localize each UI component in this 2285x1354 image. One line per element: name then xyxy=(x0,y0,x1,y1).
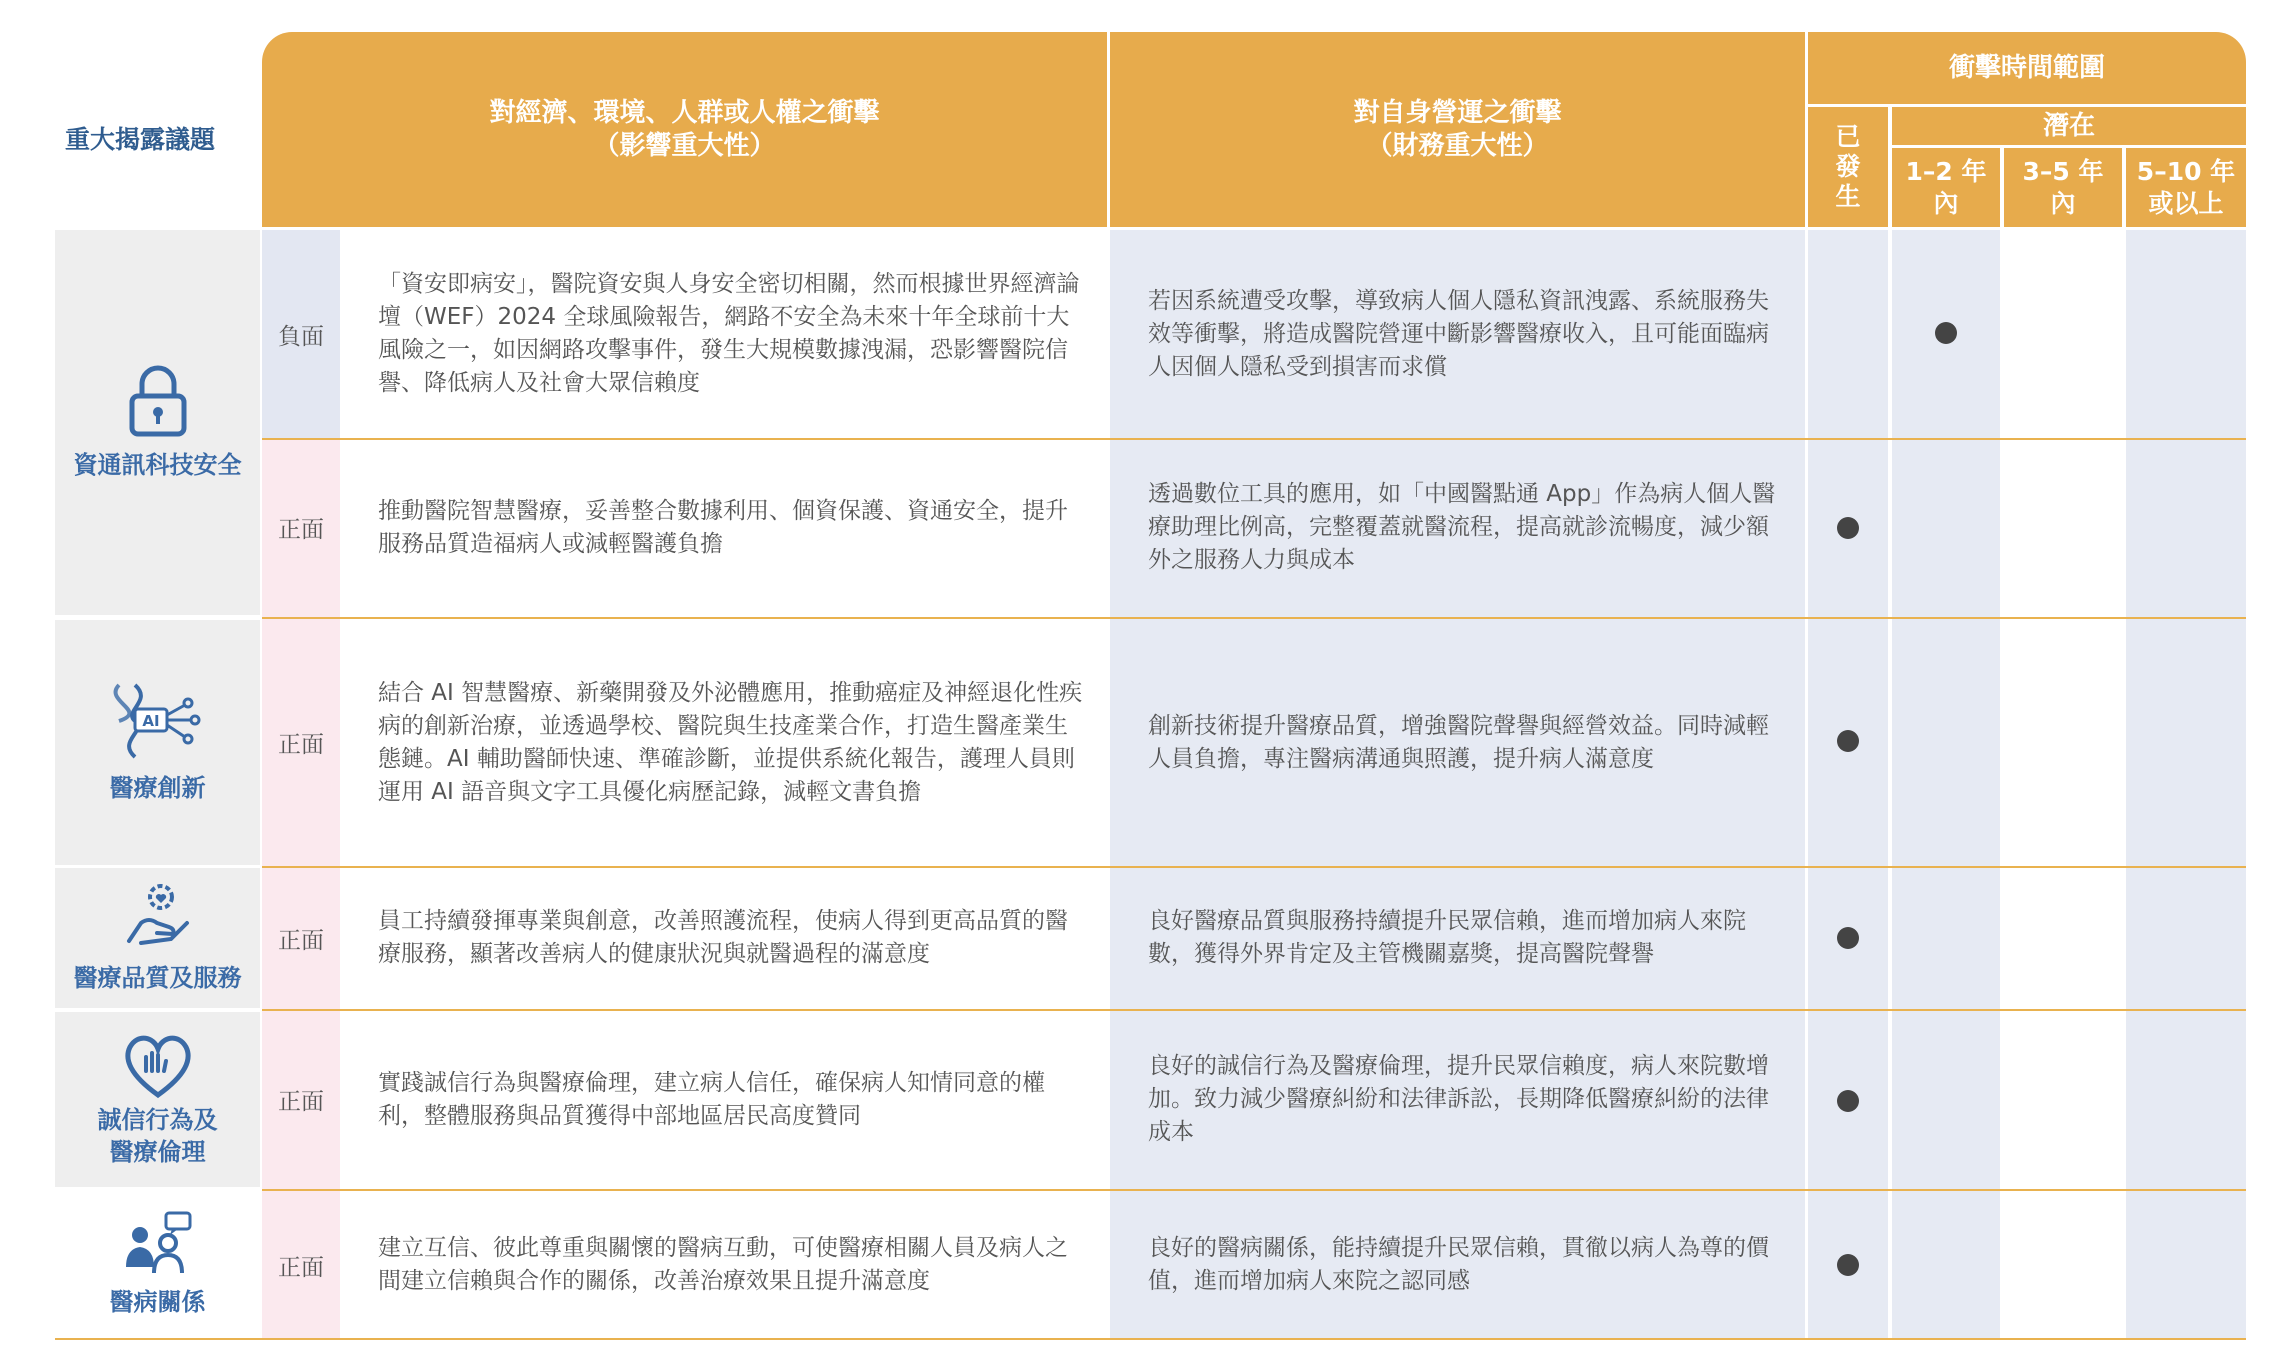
row-impact-text xyxy=(378,1192,1090,1338)
row-financial-content: 創新技術提升醫療品質，增強醫院聲譽與經營效益。同時減輕人員負擔，專注醫病溝通與照護，提升病人滿意度 xyxy=(1148,712,1769,772)
row-financial-content: 透過數位工具的應用，如「中國醫點通 App」作為病人個人醫療助理比例高，完整覆蓋就醫流程，提高就診流暢度，減少額外之服務人力與成本 xyxy=(1148,481,1776,573)
p12-header-line1: 1–2 年 xyxy=(1905,157,1987,187)
topic-label-integrity-line1: 誠信行為及 xyxy=(97,1106,218,1135)
financial-column-header xyxy=(1110,32,1805,227)
timeframe-header-label: 衝擊時間範圍 xyxy=(1948,52,2105,83)
topic-label-quality-service: 醫療品質及服務 xyxy=(73,964,242,993)
topic-label-doctor-patient: 醫病關係 xyxy=(109,1288,206,1317)
timeframe-marker-occurred xyxy=(1837,927,1859,949)
row-financial-text xyxy=(1112,230,1802,438)
topic-label-ict-security: 資通訊科技安全 xyxy=(73,450,242,479)
impact-header-line2: （影響重大性） xyxy=(593,130,776,161)
row-financial-content: 若因系統遭受攻擊，導致病人個人隱私資訊洩露、系統服務失效等衝擊，將造成醫院營運中斷影響醫療收入，且可能面臨病人因個人隱私受到損害而求償 xyxy=(1148,287,1769,380)
topic-label-medical-innovation: 醫療創新 xyxy=(109,773,206,802)
topic-medical-innovation xyxy=(55,620,260,865)
topic-integrity-ethics xyxy=(55,1012,260,1187)
row-impact-text xyxy=(378,440,1090,615)
p12-header-line2: 內 xyxy=(1933,188,1959,218)
row-polarity: 正面 xyxy=(278,927,324,954)
svg-text:AI: AI xyxy=(141,711,160,730)
row-impact-content: 建立互信、彼此尊重與關懷的醫病互動，可使醫療相關人員及病人之間建立信賴與合作的關係，改善治療效果且提升滿意度 xyxy=(378,1235,1068,1294)
row-impact-text xyxy=(378,1012,1090,1187)
row-impact-content: 「資安即病安」，醫院資安與人身安全密切相關，然而根據世界經濟論壇（WEF）2024 全球風險報告，網路不安全為未來十年全球前十大風險之一，如因網路攻擊事件，發生大規模數據洩漏，恐影響醫院信譽、降低病人及社會大眾信賴度 xyxy=(378,271,1080,396)
potential-header xyxy=(1892,107,2246,145)
ai-dna-icon xyxy=(113,681,203,761)
p510-header-line2: 或以上 xyxy=(2148,188,2224,218)
row-impact-text xyxy=(378,620,1090,865)
occurred-header-char3: 生 xyxy=(1835,182,1861,211)
row-divider xyxy=(262,1009,2246,1011)
p12-header xyxy=(1892,148,2000,227)
row-financial-text xyxy=(1112,1012,1802,1187)
row-impact-content: 結合 AI 智慧醫療、新藥開發及外泌體應用，推動癌症及神經退化性疾病的創新治療，並透過學校、醫院與生技產業合作，打造生醫產業生態鏈。AI 輔助醫師快速、準確診斷，並提供系統化報告，護理人員則運用 AI 語音與文字工具優化病歷記錄，減輕文書負擔 xyxy=(378,679,1083,805)
topic-label-integrity-line2: 醫療倫理 xyxy=(109,1137,206,1166)
row-financial-text xyxy=(1112,1192,1802,1338)
p35-column-bg xyxy=(2004,230,2122,1338)
financial-header-line1: 對自身營運之衝擊 xyxy=(1353,98,1562,128)
p12-column-bg xyxy=(1892,230,2000,1338)
row-polarity: 正面 xyxy=(278,1254,324,1281)
timeframe-marker-occurred xyxy=(1837,1090,1859,1112)
row-impact-content: 推動醫院智慧醫療，妥善整合數據利用、個資保護、資通安全，提升服務品質造福病人或減輕醫護負擔 xyxy=(378,497,1068,557)
row-financial-content: 良好的醫病關係，能持續提升民眾信賴，貫徹以病人為尊的價值，進而增加病人來院之認同感 xyxy=(1148,1235,1769,1294)
p510-header-line1: 5–10 年 xyxy=(2136,157,2236,187)
timeframe-marker-occurred xyxy=(1837,1254,1859,1276)
p35-header xyxy=(2004,148,2122,227)
row-polarity: 負面 xyxy=(278,323,324,350)
impact-column-header xyxy=(262,32,1107,227)
topic-doctor-patient xyxy=(55,1192,260,1338)
row-polarity: 正面 xyxy=(278,517,324,543)
lock-icon xyxy=(126,364,190,438)
row-financial-text xyxy=(1112,620,1802,865)
hand-heart-gear-icon xyxy=(123,881,193,951)
potential-header-label: 潛在 xyxy=(2042,110,2095,141)
doctor-patient-icon xyxy=(122,1211,194,1275)
occurred-header xyxy=(1808,107,1888,227)
row-financial-content: 良好的誠信行為及醫療倫理，提升民眾信賴度，病人來院數增加。致力減少醫療糾紛和法律訴訟，長期降低醫療糾紛的法律成本 xyxy=(1148,1053,1769,1145)
p35-header-line2: 內 xyxy=(2050,188,2076,218)
row-financial-text xyxy=(1112,868,1802,1008)
timeframe-marker-occurred xyxy=(1837,517,1859,539)
occurred-header-char1: 已 xyxy=(1835,122,1861,151)
row-impact-content: 實踐誠信行為與醫療倫理，建立病人信任，確保病人知情同意的權利，整體服務與品質獲得中部地區居民高度贊同 xyxy=(378,1069,1045,1129)
occurred-column-bg xyxy=(1808,230,1888,1338)
row-polarity: 正面 xyxy=(278,1089,324,1115)
topic-column-header: 重大揭露議題 xyxy=(64,125,215,154)
row-financial-content: 良好醫療品質與服務持續提升民眾信賴，進而增加病人來院數，獲得外界肯定及主管機關嘉獎，提高醫院聲譽 xyxy=(1148,908,1746,967)
row-divider xyxy=(55,1338,2246,1340)
topic-label-integrity-ethics xyxy=(98,1105,218,1167)
row-polarity: 正面 xyxy=(278,732,324,758)
p510-column-bg xyxy=(2126,230,2246,1338)
p510-header xyxy=(2126,148,2246,227)
occurred-header-char2: 發 xyxy=(1835,152,1861,181)
timeframe-marker-1-2-years xyxy=(1935,322,1957,344)
row-divider xyxy=(262,1189,2246,1191)
topic-ict-security xyxy=(55,230,260,615)
financial-header-line2: （財務重大性） xyxy=(1366,130,1549,161)
topic-quality-service xyxy=(55,868,260,1008)
row-financial-text xyxy=(1112,440,1802,615)
timeframe-marker-occurred xyxy=(1837,730,1859,752)
row-impact-text xyxy=(378,868,1090,1008)
row-divider xyxy=(262,617,2246,619)
impact-header-line1: 對經濟、環境、人群或人權之衝擊 xyxy=(489,98,880,128)
row-impact-content: 員工持續發揮專業與創意，改善照護流程，使病人得到更高品質的醫療服務，顯著改善病人的健康狀況與就醫過程的滿意度 xyxy=(378,908,1068,967)
timeframe-header xyxy=(1808,32,2246,104)
row-impact-text xyxy=(378,230,1090,438)
heart-hand-icon xyxy=(122,1031,194,1099)
p35-header-line1: 3–5 年 xyxy=(2022,157,2104,187)
